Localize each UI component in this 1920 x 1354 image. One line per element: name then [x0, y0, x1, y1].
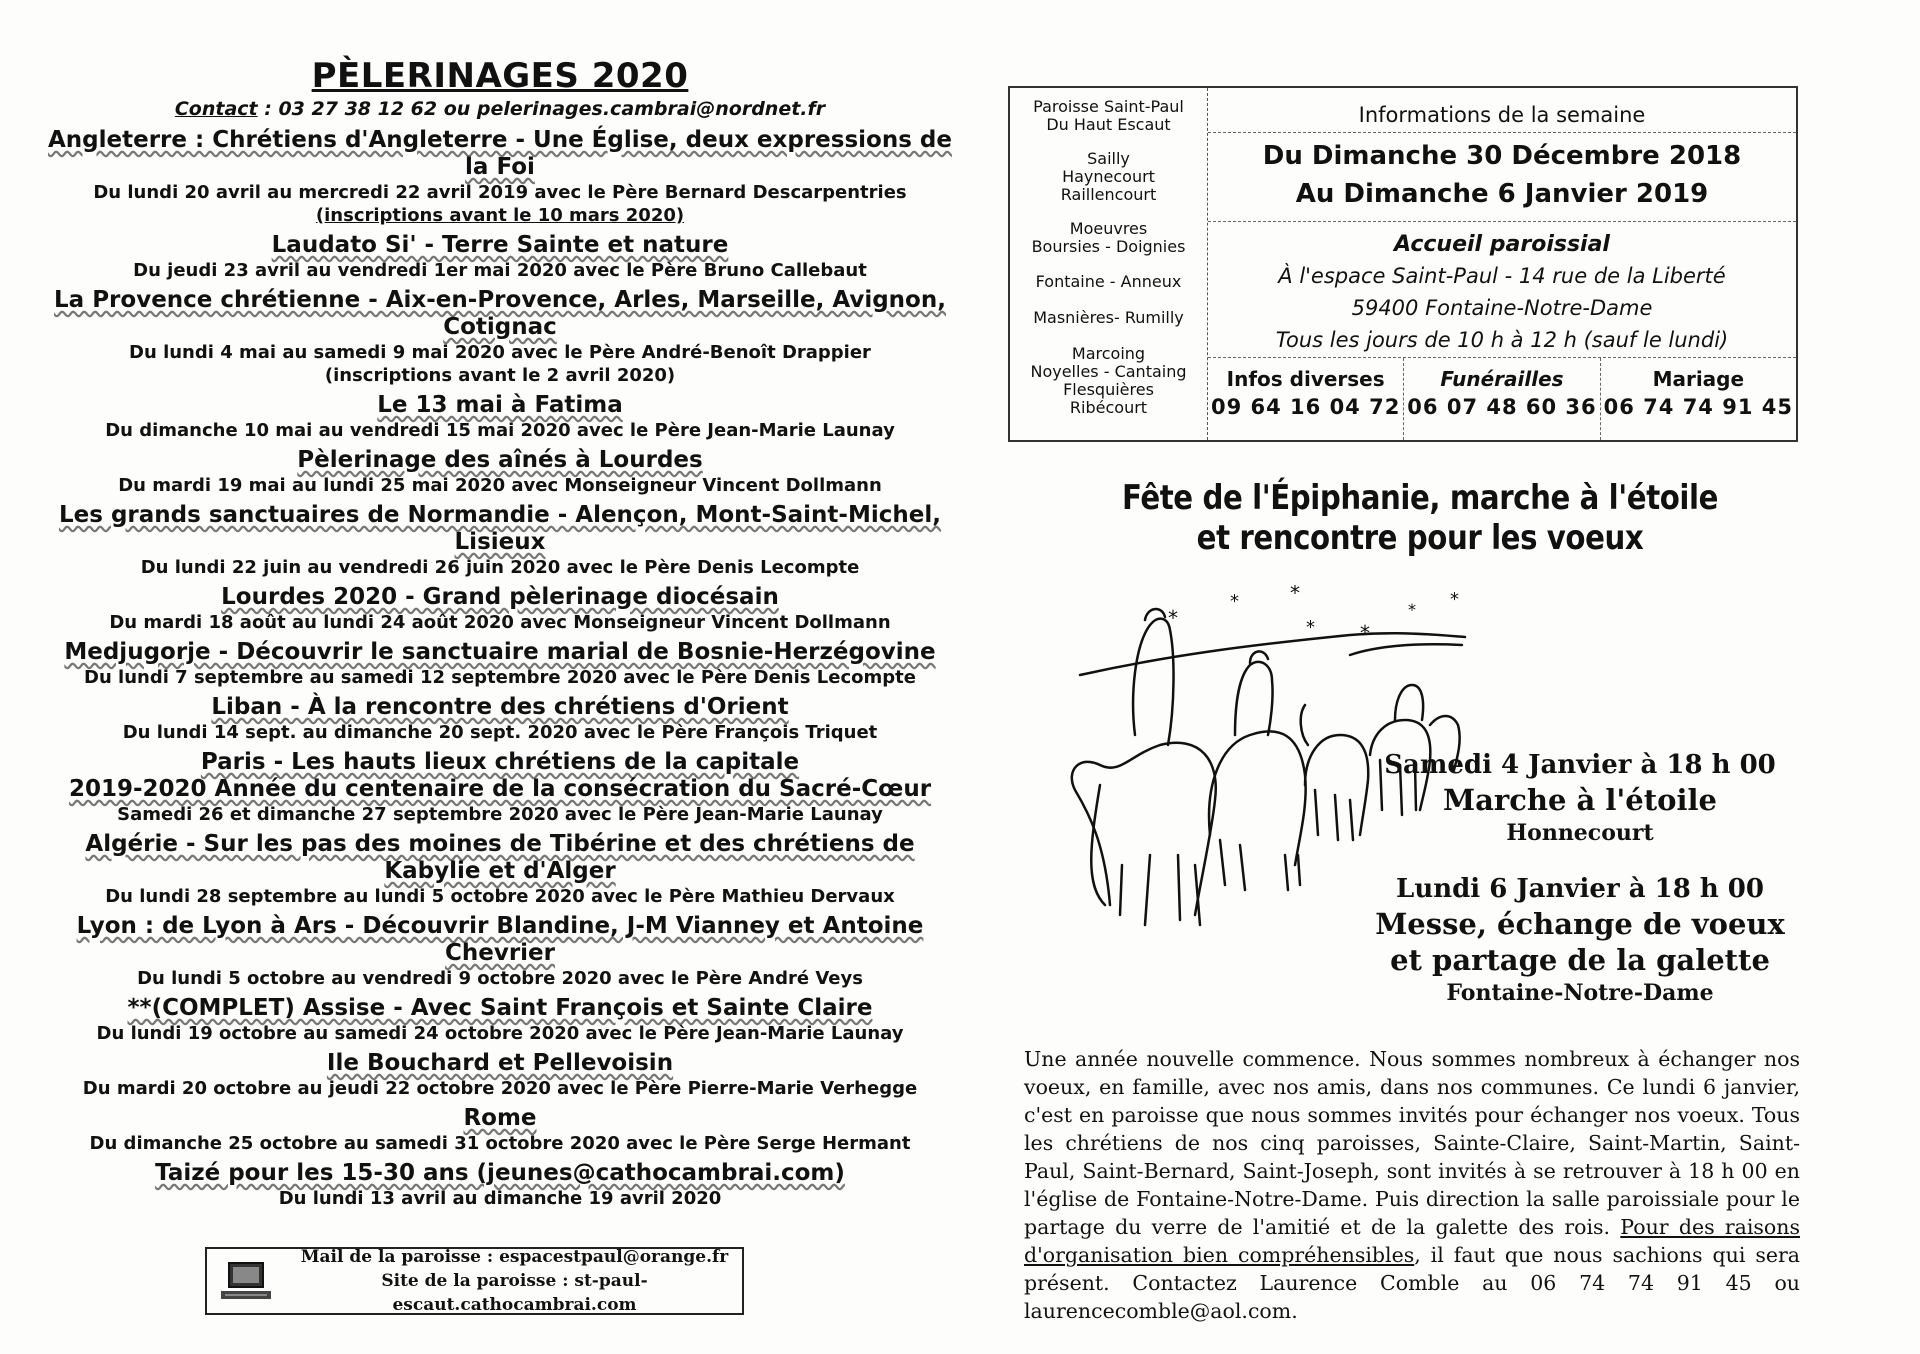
parish-name: Ribécourt	[1069, 398, 1148, 417]
parish-group	[1010, 309, 1207, 327]
paragraph-text: , il faut que nous sachions qui sera présent. Contactez Laurence Comble au 06 74 74 91 45 ou laurencecomble@aol.com.	[1024, 1243, 1800, 1323]
contact-number: 06 07 48 60 36	[1407, 395, 1597, 419]
contact-label: Infos diverses	[1226, 367, 1385, 391]
parish-name: Moeuvres	[1069, 219, 1148, 238]
paragraph-text: Une année nouvelle commence. Nous sommes nombreux à échanger nos voeux, en famille, avec nos amis, dans nos communes. Ce lundi 6 janvier, c'est en paroisse que nous sommes invités pour échanger nos voeux. Tous les chrétiens de nos cinq paroisses, Sainte-Claire, Saint-Martin, Saint-Paul, Saint-Bernard, Saint-Joseph, sont invités à se retrouver à 18 h 00 en l'église de Fontaine-Notre-Dame. Puis direction la salle paroissiale pour le partage du verre de l'amitié et de la galette des rois.	[1024, 1047, 1800, 1239]
trip-item	[40, 392, 960, 442]
svg-text:*: *	[1290, 585, 1300, 605]
trip-title: Taizé pour les 15-30 ans (jeunes@cathocambrai.com)	[155, 1160, 845, 1186]
star-icon	[1168, 585, 1459, 645]
trip-detail: Du jeudi 23 avril au vendredi 1er mai 2020 avec le Père Bruno Callebaut	[133, 260, 867, 281]
trip-title: Ile Bouchard et Pellevoisin	[326, 1050, 674, 1076]
trip-title: Lyon : de Lyon à Ars - Découvrir Blandine, J-M Vianney et Antoine Chevrier	[76, 913, 924, 966]
svg-text:*: *	[1408, 600, 1416, 619]
contact-label: Contact	[174, 98, 258, 120]
date-range	[1208, 133, 1796, 222]
contact-line	[40, 97, 960, 121]
parish-contact-lines	[287, 1245, 742, 1317]
page-title: PÈLERINAGES 2020	[311, 56, 689, 96]
trip-item	[40, 447, 960, 497]
parish-group	[1010, 150, 1207, 204]
trip-title: Angleterre : Chrétiens d'Angleterre - Une Église, deux expressions de la Foi	[48, 127, 952, 180]
parish-name: Raillencourt	[1060, 185, 1157, 204]
epiphany-title-line2: et rencontre pour les voeux	[1196, 518, 1644, 558]
date-from: Du Dimanche 30 Décembre 2018	[1262, 141, 1742, 171]
parish-group	[1010, 273, 1207, 291]
parish-name: Boursies - Doignies	[1031, 237, 1186, 256]
trip-item	[40, 913, 960, 990]
parish-contact-box	[205, 1247, 744, 1315]
svg-text:*: *	[1450, 589, 1459, 610]
paragraph-underlined: Pour des raisons d'organisation bien compréhensibles	[1024, 1215, 1801, 1267]
trip-title: Le 13 mai à Fatima	[377, 392, 623, 418]
parish-name: Noyelles - Cantaing	[1030, 362, 1187, 381]
svg-text:*: *	[1168, 606, 1178, 630]
trip-note: (inscriptions avant le 2 avril 2020)	[324, 365, 676, 386]
trip-note: (inscriptions avant le 10 mars 2020)	[315, 205, 685, 226]
trip-item	[40, 232, 960, 282]
event-title: Messe, échange de voeux	[1375, 907, 1785, 941]
trip-item	[40, 1050, 960, 1100]
contact-mariage	[1601, 358, 1796, 440]
trip-title: Lourdes 2020 - Grand pèlerinage diocésain	[221, 584, 779, 610]
trip-detail: Du lundi 7 septembre au samedi 12 septembre 2020 avec le Père Denis Lecompte	[84, 667, 916, 688]
trip-item	[40, 831, 960, 908]
trip-title: Medjugorje - Découvrir le sanctuaire marial de Bosnie-Herzégovine	[64, 639, 936, 665]
trip-title: La Provence chrétienne - Aix-en-Provence, Arles, Marseille, Avignon, Cotignac	[54, 287, 946, 340]
trip-detail: Du lundi 4 mai au samedi 9 mai 2020 avec le Père André-Benoît Drappier	[129, 342, 871, 363]
epiphany-paragraph	[1024, 1045, 1800, 1325]
trip-item	[40, 1105, 960, 1155]
trip-item	[40, 995, 960, 1045]
parish-name: Paroisse Saint-Paul	[1033, 97, 1184, 116]
weekly-info-table	[1008, 86, 1798, 442]
contact-number: 09 64 16 04 72	[1210, 395, 1401, 419]
trip-item	[40, 584, 960, 634]
event-title: Marche à l'étoile	[1443, 783, 1717, 817]
trip-detail: Du mardi 19 mai au lundi 25 mai 2020 avec Monseigneur Vincent Dollmann	[118, 475, 882, 496]
epiphany-title	[1093, 478, 1747, 558]
trip-detail: Du lundi 13 avril au dimanche 19 avril 2020	[278, 1188, 722, 1209]
parish-group	[1010, 98, 1207, 134]
svg-text:*: *	[1306, 617, 1315, 638]
trip-item	[40, 639, 960, 689]
trip-item	[40, 1160, 960, 1210]
trip-detail: Du lundi 28 septembre au lundi 5 octobre 2020 avec le Père Mathieu Dervaux	[105, 886, 895, 907]
trip-title: **(COMPLET) Assise - Avec Saint François et Sainte Claire	[127, 995, 873, 1021]
trip-title: Rome	[463, 1105, 537, 1131]
trip-detail: Du lundi 5 octobre au vendredi 9 octobre 2020 avec le Père André Veys	[137, 968, 863, 989]
trip-title: Les grands sanctuaires de Normandie - Alençon, Mont-Saint-Michel, Lisieux	[59, 502, 941, 555]
parish-name: Du Haut Escaut	[1046, 115, 1171, 134]
pilgrimages-column	[40, 55, 960, 1215]
trip-detail: Du lundi 22 juin au vendredi 26 juin 2020 avec le Père Denis Lecompte	[140, 557, 860, 578]
contact-funerailles	[1404, 358, 1600, 440]
trip-title: Laudato Si' - Terre Sainte et nature	[271, 232, 729, 258]
trip-detail: Du lundi 14 sept. au dimanche 20 sept. 2020 avec le Père François Triquet	[122, 722, 878, 743]
accueil-title: Accueil paroissial	[1394, 232, 1610, 257]
trip-item	[40, 694, 960, 744]
trip-title: Paris - Les hauts lieux chrétiens de la capitale	[200, 749, 800, 775]
parish-list	[1010, 88, 1208, 440]
parish-site[interactable]: Site de la paroisse : st-paul-escaut.cathocambrai.com	[381, 1271, 648, 1315]
epiphany-title-line1: Fête de l'Épiphanie, marche à l'étoile	[1121, 478, 1718, 518]
trip-item	[40, 127, 960, 227]
event-date: Lundi 6 Janvier à 18 h 00	[1396, 874, 1764, 904]
event-place: Honnecourt	[1506, 820, 1654, 846]
trip-subtitle: 2019-2020 Année du centenaire de la consécration du Sacré-Cœur	[68, 776, 932, 802]
parish-name: Sailly	[1087, 149, 1130, 168]
contact-label: Mariage	[1652, 367, 1745, 391]
trip-title: Algérie - Sur les pas des moines de Tibérine et des chrétiens de Kabylie et d'Alger	[85, 831, 915, 884]
trip-item	[40, 749, 960, 826]
trip-detail: Du mardi 18 août au lundi 24 août 2020 avec Monseigneur Vincent Dollmann	[109, 612, 891, 633]
contact-text: : 03 27 38 12 62 ou pelerinages.cambrai@nordnet.fr	[257, 98, 826, 120]
week-info	[1208, 88, 1796, 440]
week-label: Informations de la semaine	[1208, 98, 1796, 133]
accueil-line: À l'espace Saint-Paul - 14 rue de la Liberté	[1278, 264, 1726, 288]
parish-mail[interactable]: Mail de la paroisse : espacestpaul@orange.fr	[300, 1247, 729, 1267]
parish-name: Flesquières	[1063, 380, 1154, 399]
trip-detail: Samedi 26 et dimanche 27 septembre 2020 avec le Père Jean-Marie Launay	[117, 804, 883, 825]
contacts-row	[1208, 357, 1796, 440]
parish-group	[1010, 220, 1207, 256]
trip-item	[40, 287, 960, 387]
accueil-line: Tous les jours de 10 h à 12 h (sauf le lundi)	[1275, 328, 1729, 352]
date-to: Au Dimanche 6 Janvier 2019	[1295, 179, 1709, 209]
trip-item	[40, 502, 960, 579]
trip-detail: Du mardi 20 octobre au jeudi 22 octobre 2020 avec le Père Pierre-Marie Verhegge	[82, 1078, 918, 1099]
contact-label: Funérailles	[1440, 367, 1564, 391]
trip-detail: Du dimanche 10 mai au vendredi 15 mai 2020 avec le Père Jean-Marie Launay	[105, 420, 895, 441]
trip-title: Pèlerinage des aînés à Lourdes	[297, 447, 703, 473]
parish-name: Haynecourt	[1062, 167, 1155, 186]
event-title: et partage de la galette	[1390, 943, 1770, 977]
trip-detail: Du lundi 19 octobre au samedi 24 octobre 2020 avec le Père Jean-Marie Launay	[96, 1023, 904, 1044]
accueil-line: 59400 Fontaine-Notre-Dame	[1351, 296, 1653, 320]
svg-text:*: *	[1230, 591, 1239, 612]
contact-number: 06 74 74 91 45	[1603, 395, 1793, 419]
computer-icon	[219, 1261, 275, 1301]
trip-detail: Du dimanche 25 octobre au samedi 31 octobre 2020 avec le Père Serge Hermant	[89, 1133, 911, 1154]
contact-infos	[1208, 358, 1404, 440]
parish-name: Marcoing	[1071, 344, 1146, 363]
event-date: Samedi 4 Janvier à 18 h 00	[1384, 750, 1776, 780]
parish-group	[1010, 345, 1207, 417]
svg-text:*: *	[1360, 621, 1370, 645]
trip-title: Liban - À la rencontre des chrétiens d'Orient	[211, 694, 789, 720]
event-marche	[1360, 748, 1800, 848]
trip-detail: Du lundi 20 avril au mercredi 22 avril 2019 avec le Père Bernard Descarpentries	[93, 182, 907, 203]
parish-name: Masnières- Rumilly	[1033, 308, 1184, 327]
event-messe	[1360, 872, 1800, 1008]
parish-name: Fontaine - Anneux	[1035, 272, 1182, 291]
event-place: Fontaine-Notre-Dame	[1446, 980, 1714, 1006]
